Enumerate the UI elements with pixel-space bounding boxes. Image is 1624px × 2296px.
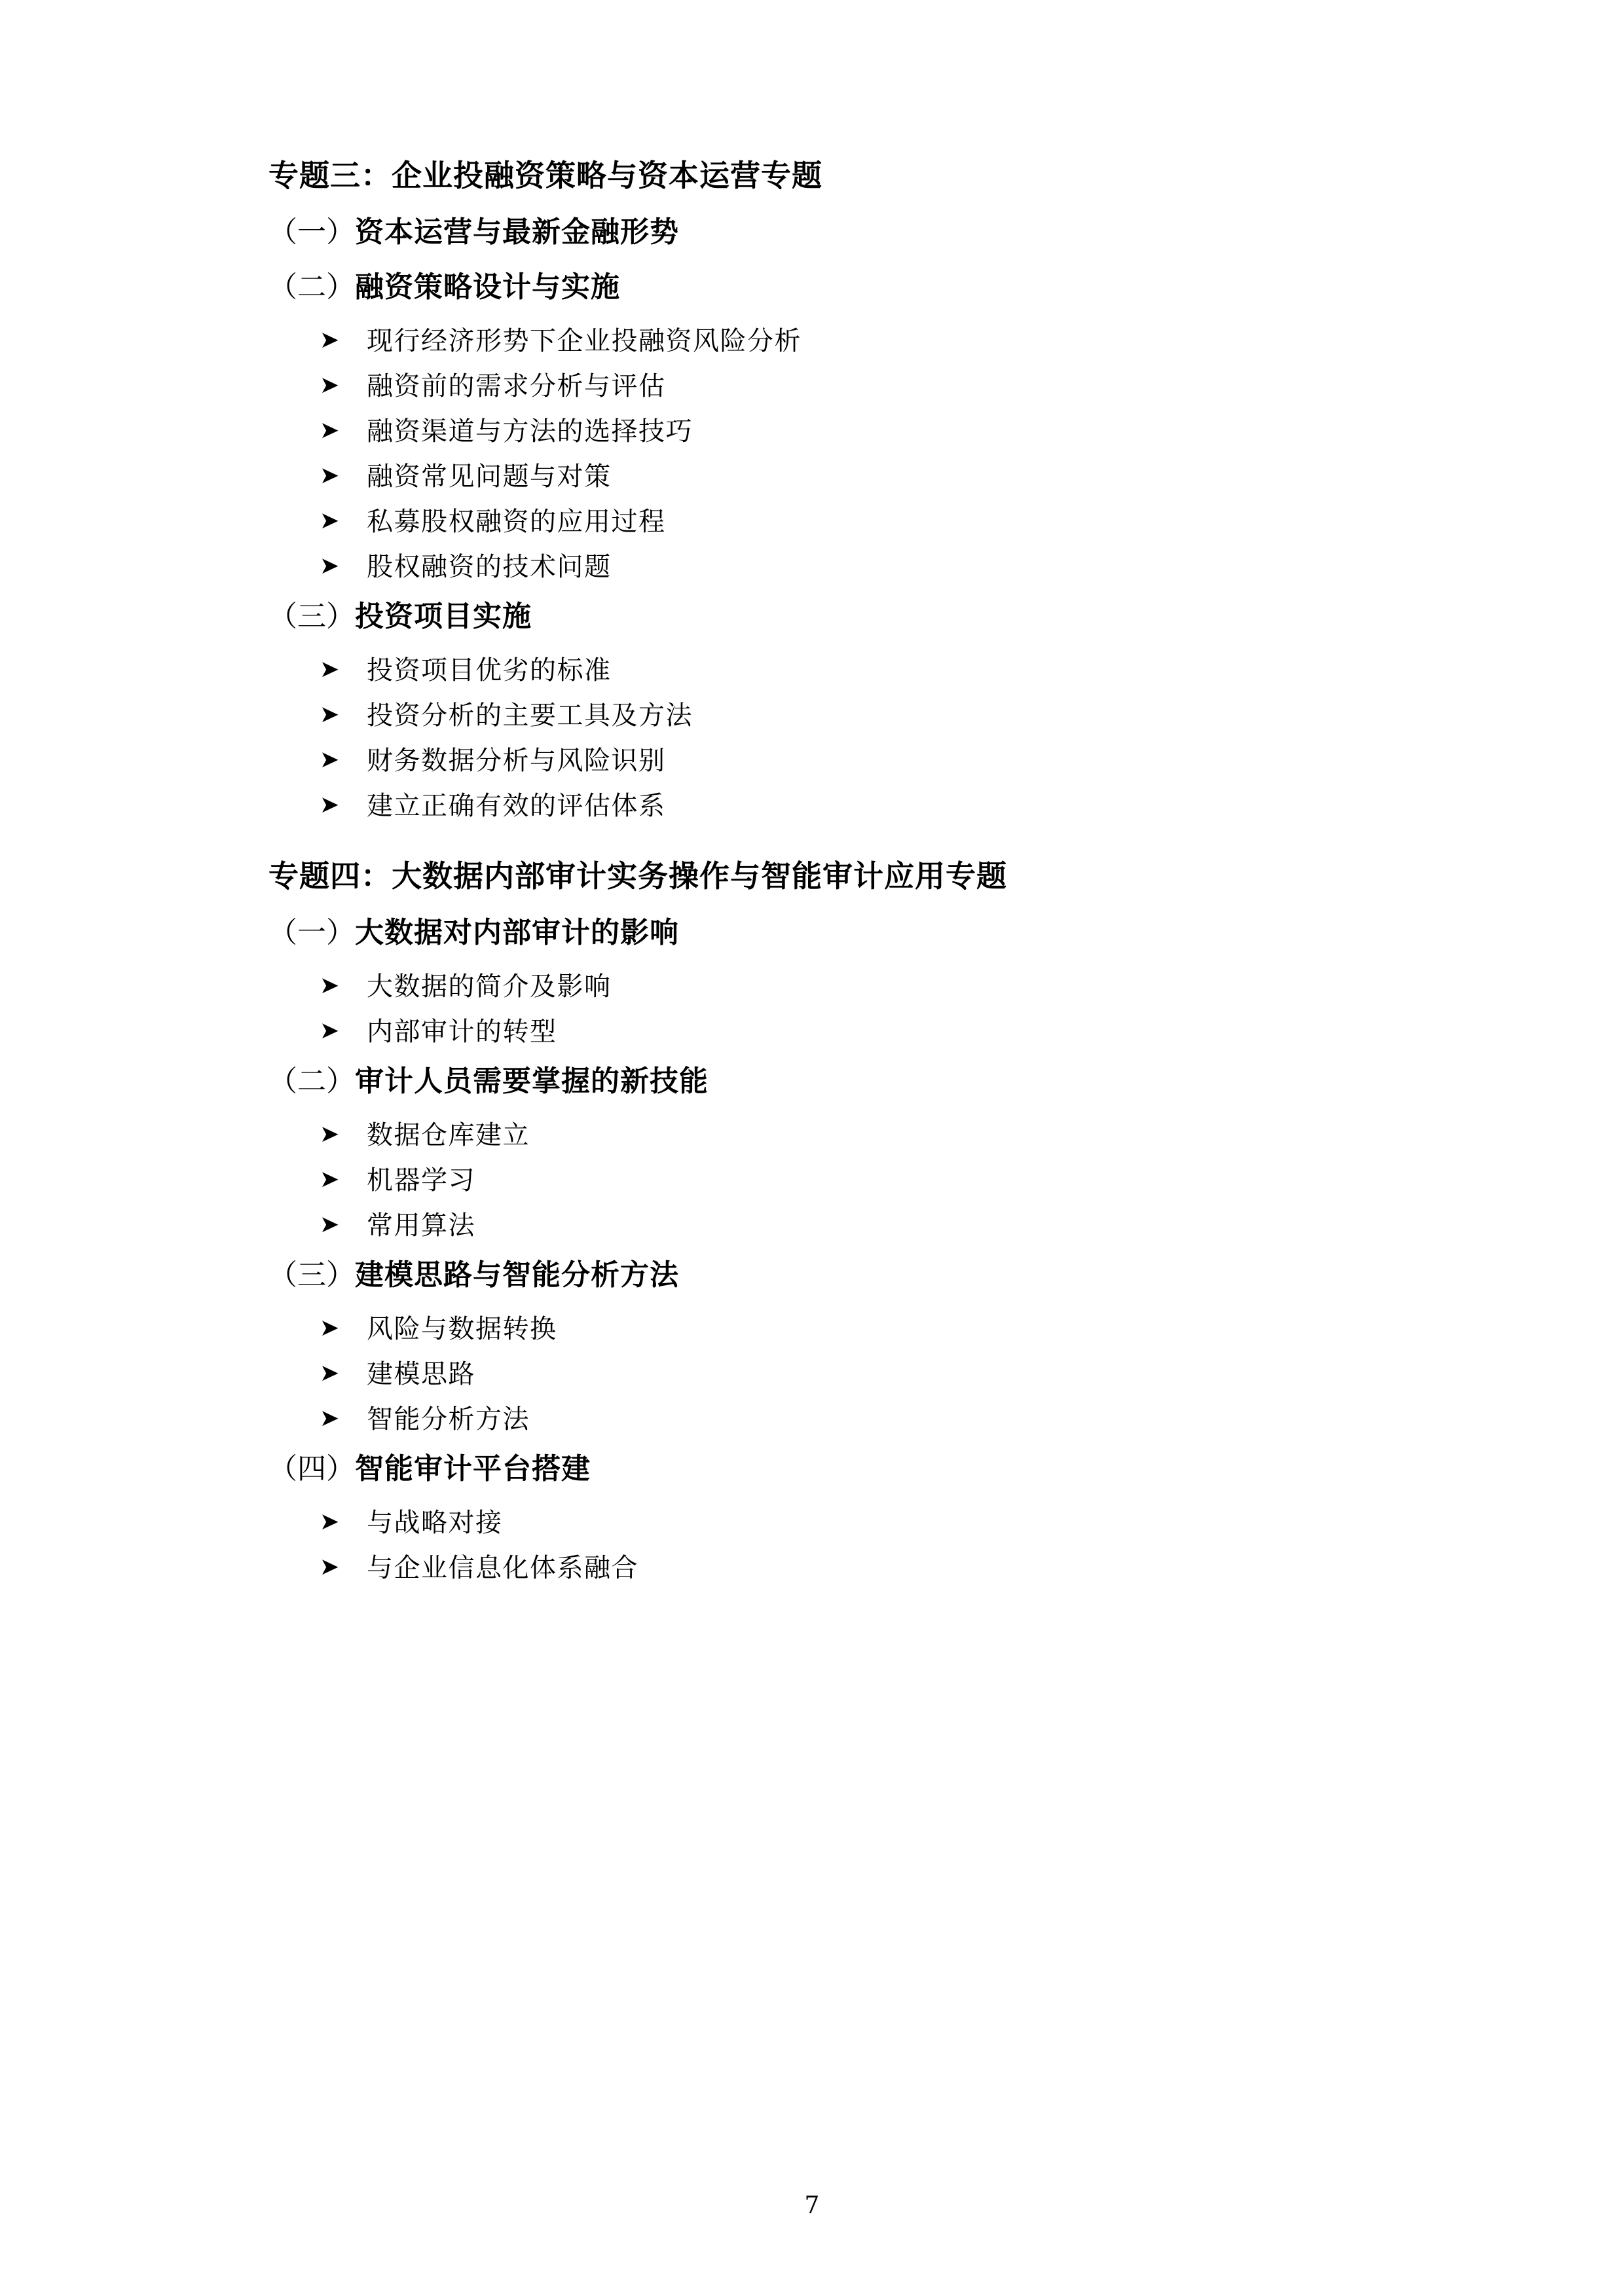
topic-heading-3: 专题三：企业投融资策略与资本运营专题 — [268, 158, 822, 193]
section-heading-3-3 — [268, 602, 1428, 631]
section-marker: （二） — [268, 270, 355, 304]
section-title: 融资策略设计与实施 — [355, 270, 620, 304]
bullet-list-4-4 — [268, 1510, 1428, 1581]
section-marker: （一） — [268, 215, 355, 249]
list-item — [268, 657, 1428, 683]
list-item — [268, 793, 1428, 819]
list-item — [268, 373, 1428, 399]
arrow-bullet-icon: ➤ — [320, 462, 341, 489]
section-heading-4-2 — [268, 1067, 1428, 1096]
page-number: 7 — [804, 2192, 820, 2219]
section-title: 大数据对内部审计的影响 — [355, 916, 679, 949]
list-item-label: 内部审计的转型 — [367, 1017, 557, 1047]
list-item — [268, 1361, 1428, 1387]
section-title: 资本运营与最新金融形势 — [355, 215, 679, 249]
list-item-label: 机器学习 — [367, 1165, 475, 1195]
arrow-bullet-icon: ➤ — [320, 417, 341, 444]
section-title: 审计人员需要掌握的新技能 — [355, 1065, 709, 1098]
arrow-bullet-icon: ➤ — [320, 972, 341, 999]
list-item-label: 现行经济形势下企业投融资风险分析 — [367, 326, 802, 356]
list-item-label: 建立正确有效的评估体系 — [367, 791, 666, 821]
list-item-label: 大数据的简介及影响 — [367, 972, 612, 1002]
list-item-label: 常用算法 — [367, 1211, 475, 1241]
list-item-label: 风险与数据转换 — [367, 1314, 557, 1344]
arrow-bullet-icon: ➤ — [320, 656, 341, 683]
section-marker: （三） — [268, 1258, 355, 1292]
list-item-label: 投资项目优劣的标准 — [367, 655, 612, 685]
bullet-list-3-2 — [268, 328, 1428, 580]
section-heading-4-3 — [268, 1258, 1428, 1292]
bullet-list-4-2 — [268, 1122, 1428, 1239]
arrow-bullet-icon: ➤ — [320, 1166, 341, 1193]
arrow-bullet-icon: ➤ — [320, 327, 341, 354]
list-item — [268, 974, 1428, 1000]
section-heading-4-1 — [268, 916, 1428, 949]
arrow-bullet-icon: ➤ — [320, 701, 341, 728]
list-item-label: 数据仓库建立 — [367, 1120, 530, 1150]
list-item-label: 私募股权融资的应用过程 — [367, 507, 666, 537]
section-marker: （一） — [268, 916, 355, 949]
list-item — [268, 1167, 1428, 1194]
arrow-bullet-icon: ➤ — [320, 746, 341, 773]
section-marker: （三） — [268, 600, 355, 633]
bullet-list-3-3 — [268, 657, 1428, 819]
list-item — [268, 464, 1428, 490]
list-item — [268, 328, 1428, 354]
section-title: 建模思路与智能分析方法 — [355, 1258, 679, 1292]
list-item — [268, 1510, 1428, 1536]
list-item — [268, 702, 1428, 729]
section-heading-4-4 — [268, 1452, 1428, 1485]
list-item-label: 融资常见问题与对策 — [367, 462, 612, 492]
list-item-label: 股权融资的技术问题 — [367, 552, 612, 582]
arrow-bullet-icon: ➤ — [320, 553, 341, 579]
arrow-bullet-icon: ➤ — [320, 1554, 341, 1580]
section-heading-3-2 — [268, 270, 1428, 304]
list-item — [268, 418, 1428, 445]
list-item — [268, 554, 1428, 580]
document-body — [268, 160, 1428, 1581]
list-item — [268, 509, 1428, 535]
list-item — [268, 1019, 1428, 1045]
list-item — [268, 1555, 1428, 1581]
list-item-label: 融资前的需求分析与评估 — [367, 371, 666, 401]
list-item — [268, 1406, 1428, 1432]
arrow-bullet-icon: ➤ — [320, 792, 341, 818]
arrow-bullet-icon: ➤ — [320, 1017, 341, 1044]
arrow-bullet-icon: ➤ — [320, 1315, 341, 1341]
arrow-bullet-icon: ➤ — [320, 1508, 341, 1535]
list-item-label: 与企业信息化体系融合 — [367, 1553, 638, 1583]
section-marker: （二） — [268, 1065, 355, 1098]
arrow-bullet-icon: ➤ — [320, 507, 341, 534]
list-item-label: 财务数据分析与风险识别 — [367, 746, 666, 776]
section-title: 投资项目实施 — [355, 600, 532, 633]
arrow-bullet-icon: ➤ — [320, 1405, 341, 1432]
section-marker: （四） — [268, 1452, 355, 1485]
bullet-list-4-1 — [268, 974, 1428, 1045]
arrow-bullet-icon: ➤ — [320, 1211, 341, 1238]
section-heading-3-1 — [268, 215, 1428, 249]
list-item-label: 与战略对接 — [367, 1508, 503, 1538]
list-item-label: 融资渠道与方法的选择技巧 — [367, 416, 693, 446]
list-item — [268, 748, 1428, 774]
list-item — [268, 1122, 1428, 1148]
list-item — [268, 1316, 1428, 1342]
bullet-list-4-3 — [268, 1316, 1428, 1432]
list-item-label: 建模思路 — [367, 1359, 475, 1389]
arrow-bullet-icon: ➤ — [320, 372, 341, 399]
arrow-bullet-icon: ➤ — [320, 1360, 341, 1387]
list-item — [268, 1212, 1428, 1239]
list-item-label: 投资分析的主要工具及方法 — [367, 701, 693, 731]
arrow-bullet-icon: ➤ — [320, 1121, 341, 1148]
list-item-label: 智能分析方法 — [367, 1404, 530, 1434]
topic-heading-4: 专题四：大数据内部审计实务操作与智能审计应用专题 — [268, 858, 1007, 894]
section-title: 智能审计平台搭建 — [355, 1452, 591, 1485]
